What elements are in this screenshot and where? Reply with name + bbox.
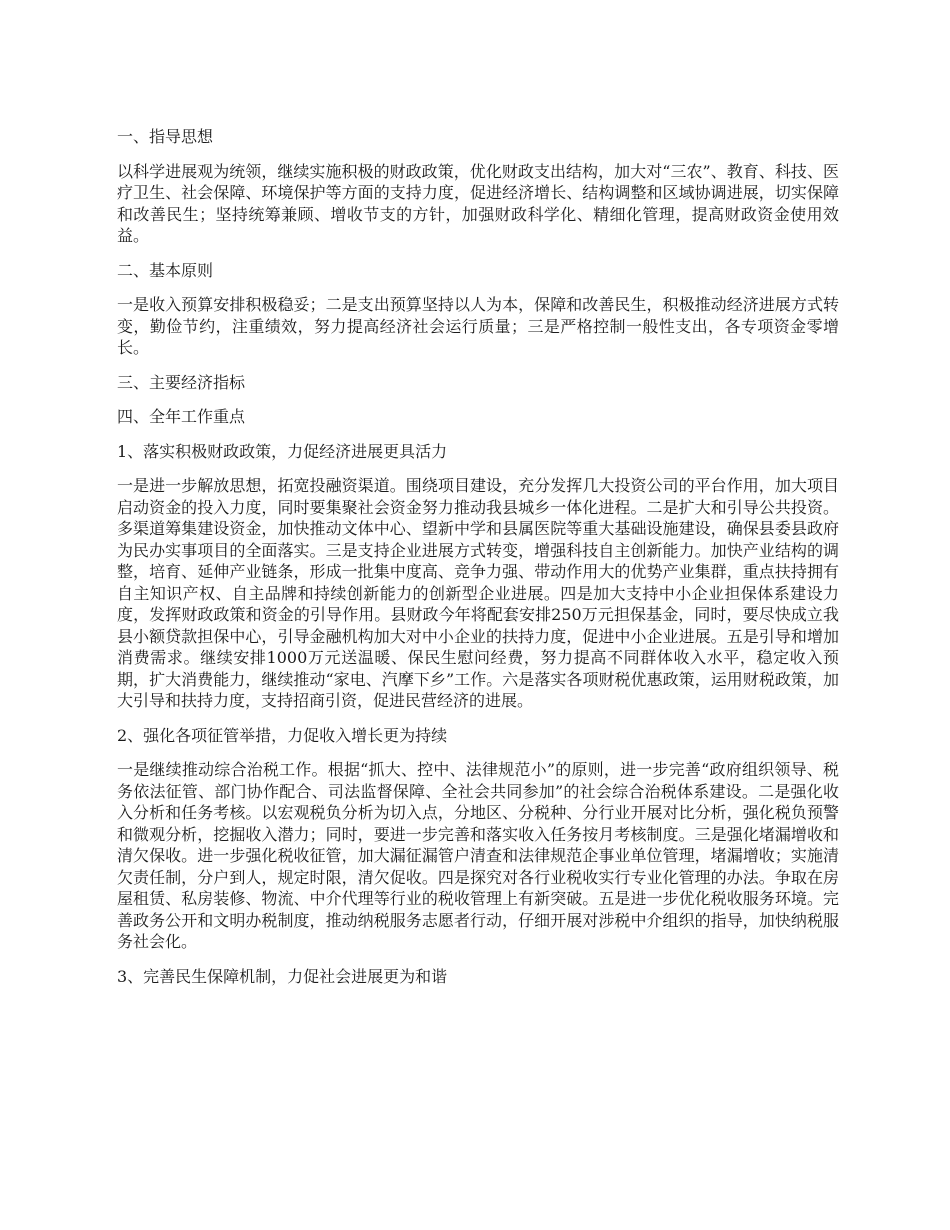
paragraph-fiscal-policy: 一是进一步解放思想，拓宽投融资渠道。围绕项目建设，充分发挥几大投资公司的平台作用，加大项目启动资金的投入力度，同时要集聚社会资金努力推动我县城乡一体化进程。二是扩大和引导公共投资。多渠道筹集建设资金，加快推动文体中心、望新中学和县属医院等重大基础设施建设，确保县委县政府为民办实事项目的全面落实。三是支持企业进展方式转变，增强科技自主创新能力。加快产业结构的调整，培育、延伸产业链条，形成一批集中度高、竞争力强、带动作用大的优势产业集群，重点扶持拥有自主知识产权、自主品牌和持续创新能力的创新型企业进展。四是加大支持中小企业担保体系建设力度，发挥财政政策和资金的引导作用。县财政今年将配套安排250万元担保基金，同时，要尽快成立我县小额贷款担保中心，引导金融机构加大对中小企业的扶持力度，促进中小企业进展。五是引导和增加消费需求。继续安排1000万元送温暖、保民生慰问经费，努力提高不同群体收入水平，稳定收入预期，扩大消费能力，继续推动“家电、汽摩下乡”工作。六是落实各项财税优惠政策，运用财税政策，加大引导和扶持力度，支持招商引资，促进民营经济的进展。 [117,476,839,710]
paragraph-basic-principles: 一是收入预算安排积极稳妥；二是支出预算坚持以人为本，保障和改善民生，积极推动经济进展方式转变，勤俭节约，注重绩效，努力提高经济社会运行质量；三是严格控制一般性支出，各专项资金零增长。 [117,295,839,357]
paragraph-guiding-thought: 以科学进展观为统领，继续实施积极的财政政策，优化财政支出结构，加大对“三农”、教育、科技、医疗卫生、社会保障、环境保护等方面的支持力度，促进经济增长、结构调整和区域协调进展，切实保障和改善民生；坚持统筹兼顾、增收节支的方针，加强财政科学化、精细化管理，提高财政资金使用效益。 [117,161,839,245]
section-heading-basic-principles: 二、基本原则 [117,260,214,280]
subsection-heading-fiscal-policy: 1、落实积极财政政策，力促经济进展更具活力 [117,441,448,461]
document-body [117,126,839,1000]
paragraph-tax-collection: 一是继续推动综合治税工作。根据“抓大、控中、法律规范小”的原则，进一步完善“政府组织领导、税务依法征管、部门协作配合、司法监督保障、全社会共同参加”的社会综合治税体系建设。二是强化收入分析和任务考核。以宏观税负分析为切入点，分地区、分税种、分行业开展对比分析，强化税负预警和微观分析，挖掘收入潜力；同时，要进一步完善和落实收入任务按月考核制度。三是强化堵漏增收和清欠保收。进一步强化税收征管，加大漏征漏管户清查和法律规范企事业单位管理，堵漏增收；实施清欠责任制，分户到人，规定时限，清欠促收。四是探究对各行业税收实行专业化管理的办法。争取在房屋租赁、私房装修、物流、中介代理等行业的税收管理上有新突破。五是进一步优化税收服务环境。完善政务公开和文明办税制度，推动纳税服务志愿者行动，仔细开展对涉税中介组织的指导，加快纳税服务社会化。 [117,760,839,951]
subsection-heading-livelihood-security: 3、完善民生保障机制，力促社会进展更为和谐 [117,966,448,986]
section-heading-economic-indicators: 三、主要经济指标 [117,372,246,392]
subsection-heading-tax-collection: 2、强化各项征管举措，力促收入增长更为持续 [117,725,448,745]
section-heading-annual-priorities: 四、全年工作重点 [117,407,246,426]
section-heading-guiding-thought: 一、指导思想 [117,127,214,146]
